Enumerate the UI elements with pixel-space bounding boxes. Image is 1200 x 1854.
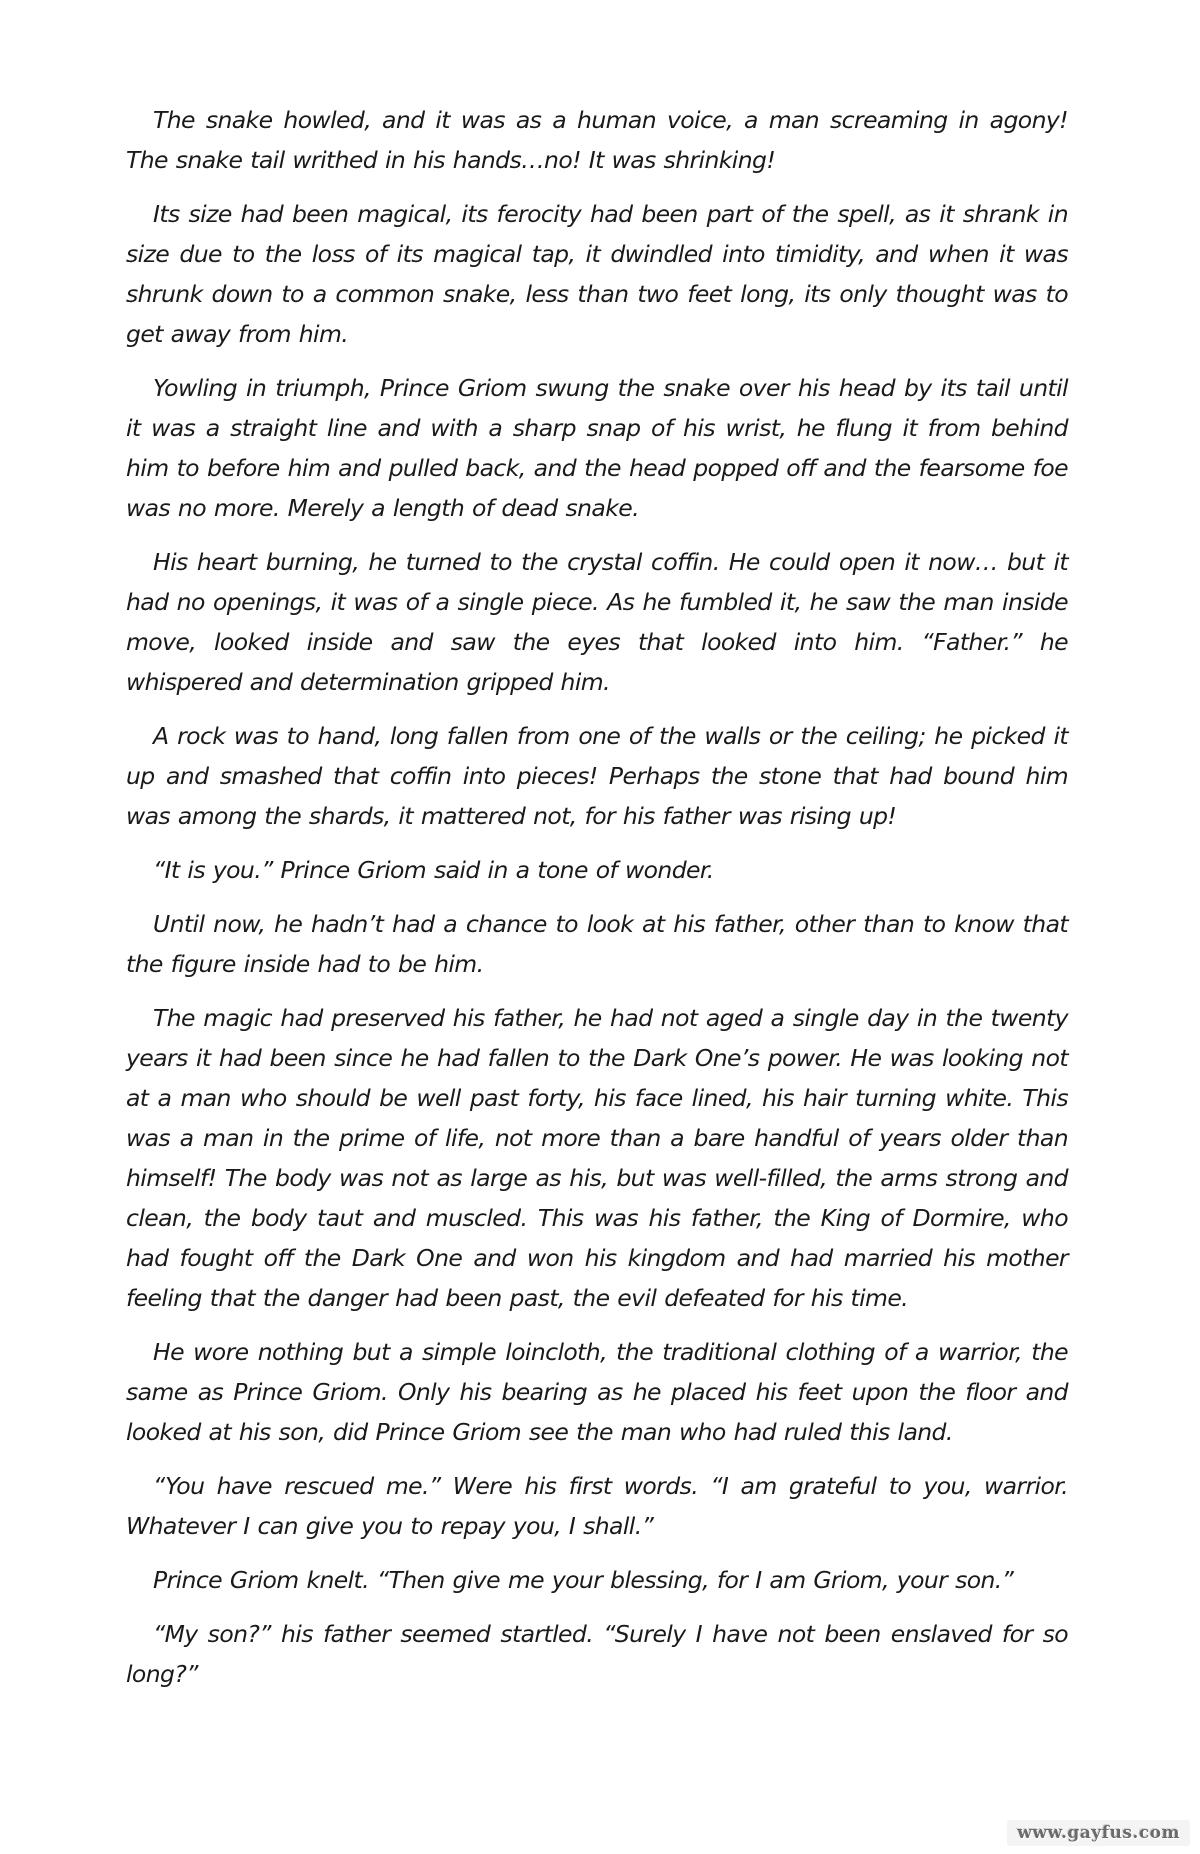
paragraph-2: Its size had been magical, its ferocity had been part of the spell, as it shrank in size due to the loss of its magical tap, it dwindled into timidity, and when it was shrunk down to a common snake, less than two feet long, its only thought was to get away from him.	[126, 200, 1068, 348]
paragraph-9: He wore nothing but a simple loincloth, the traditional clothing of a warrior, the same as Prince Griom. Only his bearing as he placed his feet upon the floor and looked at his son, did Prince Griom see the man who had ruled this land.	[126, 1338, 1068, 1446]
paragraph-11: Prince Griom knelt. “Then give me your blessing, for I am Griom, your son.”	[153, 1566, 1014, 1594]
paragraph-10: “You have rescued me.” Were his first words. “I am grateful to you, warrior. Whatever I can give you to repay you, I shall.”	[126, 1472, 1068, 1540]
book-page-text	[126, 100, 1068, 1708]
paragraph-7: Until now, he hadn’t had a chance to look at his father, other than to know that the figure inside had to be him.	[126, 910, 1068, 978]
paragraph-3: Yowling in triumph, Prince Griom swung the snake over his head by its tail until it was a straight line and with a sharp snap of his wrist, he flung it from behind him to before him and pulled back, and the head popped off and the fearsome foe was no more. Merely a length of dead snake.	[126, 374, 1068, 522]
site-watermark: www.gayfus.com	[1007, 1820, 1190, 1846]
paragraph-1: The snake howled, and it was as a human voice, a man screaming in agony! The snake tail writhed in his hands…no! It was shrinking!	[126, 106, 1068, 174]
paragraph-4: His heart burning, he turned to the crystal coffin. He could open it now… but it had no openings, it was of a single piece. As he fumbled it, he saw the man inside move, looked inside and saw the eyes that looked into him. “Father.” he whispered and determination gripped him.	[126, 548, 1068, 696]
paragraph-6: “It is you.” Prince Griom said in a tone of wonder.	[153, 856, 714, 884]
paragraph-8: The magic had preserved his father, he had not aged a single day in the twenty years it had been since he had fallen to the Dark One’s power. He was looking not at a man who should be well past forty, his face lined, his hair turning white. This was a man in the prime of life, not more than a bare handful of years older than himself! The body was not as large as his, but was well-filled, the arms strong and clean, the body taut and muscled. This was his father, the King of Dormire, who had fought off the Dark One and won his kingdom and had married his mother feeling that the danger had been past, the evil defeated for his time.	[126, 1004, 1068, 1312]
paragraph-5: A rock was to hand, long fallen from one of the walls or the ceiling; he picked it up and smashed that coffin into pieces! Perhaps the stone that had bound him was among the shards, it mattered not, for his father was rising up!	[126, 722, 1068, 830]
paragraph-12: “My son?” his father seemed startled. “Surely I have not been enslaved for so long?”	[126, 1620, 1068, 1688]
